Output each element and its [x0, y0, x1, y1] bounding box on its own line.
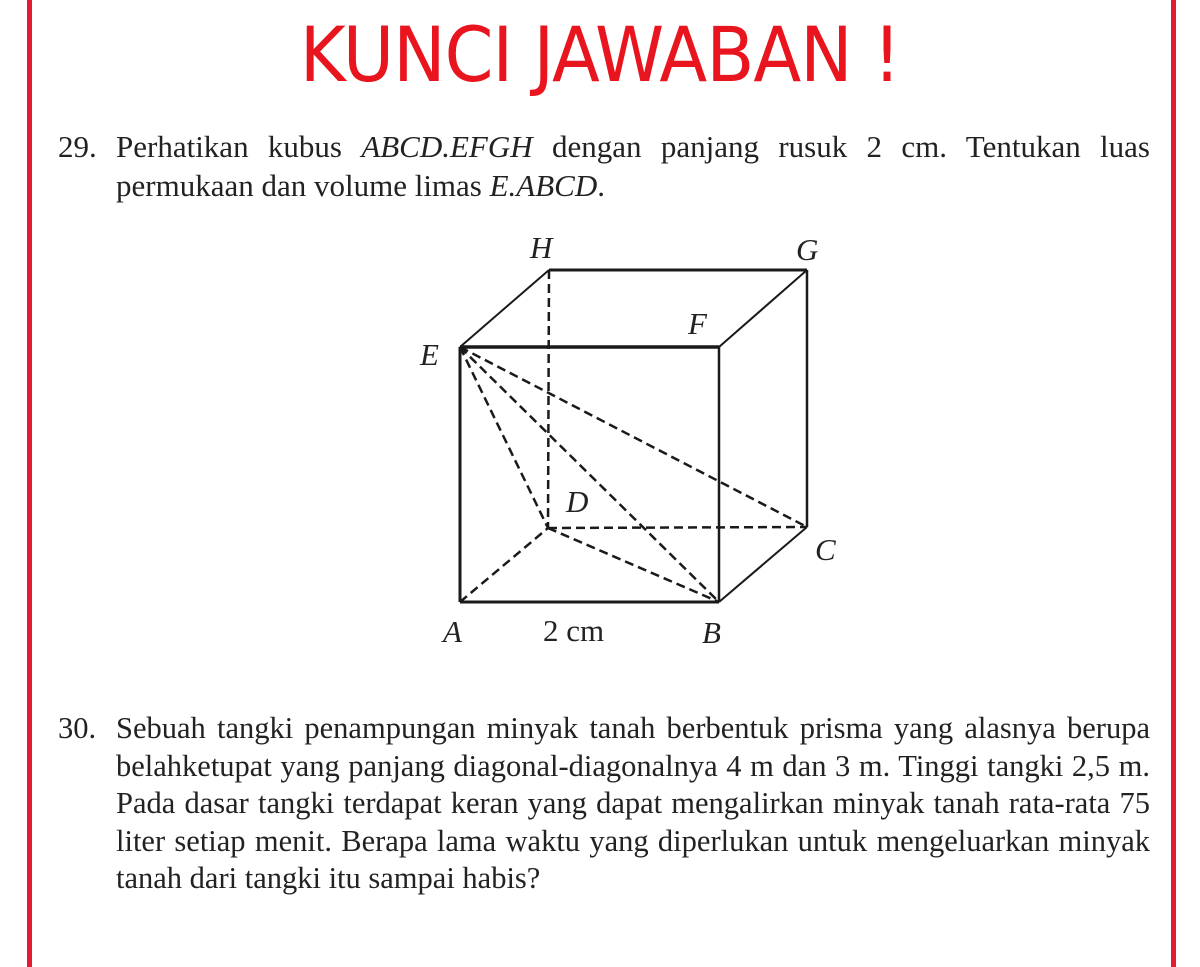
edge-DC	[548, 527, 807, 528]
edge-AD	[460, 528, 548, 602]
question-number: 30.	[58, 711, 97, 745]
label-E: E	[420, 337, 439, 372]
edge-length-label: 2 cm	[543, 613, 605, 648]
text-segment: dengan panjang rusuk 2 cm. Tentukan luas permukaan dan volume limas	[116, 129, 1150, 203]
edge-ED	[460, 347, 548, 528]
question-text: Sebuah tangki penampungan minyak tanah berbentuk prisma yang alasnya berupa belahketupat yang panjang diagonal-diagonalnya 4 m dan 3 m. Tinggi tangki 2,5 m. Pada dasar tangki terdapat keran yang dapat mengalirkan minyak tanah rata-rata 75 liter setiap menit. Berapa lama waktu yang diperlukan untuk mengeluarkan minyak tanah dari tangki itu sampai habis?	[116, 711, 1150, 895]
diag-DB	[548, 528, 719, 602]
text-segment: Perhatikan kubus	[116, 129, 362, 164]
text-segment: .	[597, 168, 605, 203]
cube-name: ABCD.EFGH	[361, 129, 533, 164]
edge-HD	[548, 270, 549, 528]
edge-EB	[460, 347, 719, 602]
edge-BC	[719, 527, 807, 602]
label-F: F	[688, 306, 707, 341]
label-A: A	[443, 614, 462, 649]
label-C: C	[815, 532, 836, 567]
label-D: D	[566, 484, 589, 519]
question-number: 29.	[58, 129, 97, 164]
pyramid-name: E.ABCD	[489, 168, 598, 203]
label-G: G	[796, 232, 819, 267]
edge-FG	[719, 270, 807, 347]
question-30	[58, 710, 1150, 898]
label-H: H	[530, 230, 553, 265]
label-B: B	[702, 615, 721, 650]
edge-EC	[460, 347, 807, 527]
page-title: KUNCI JAWABAN !	[299, 10, 901, 99]
edge-EH	[460, 270, 549, 347]
